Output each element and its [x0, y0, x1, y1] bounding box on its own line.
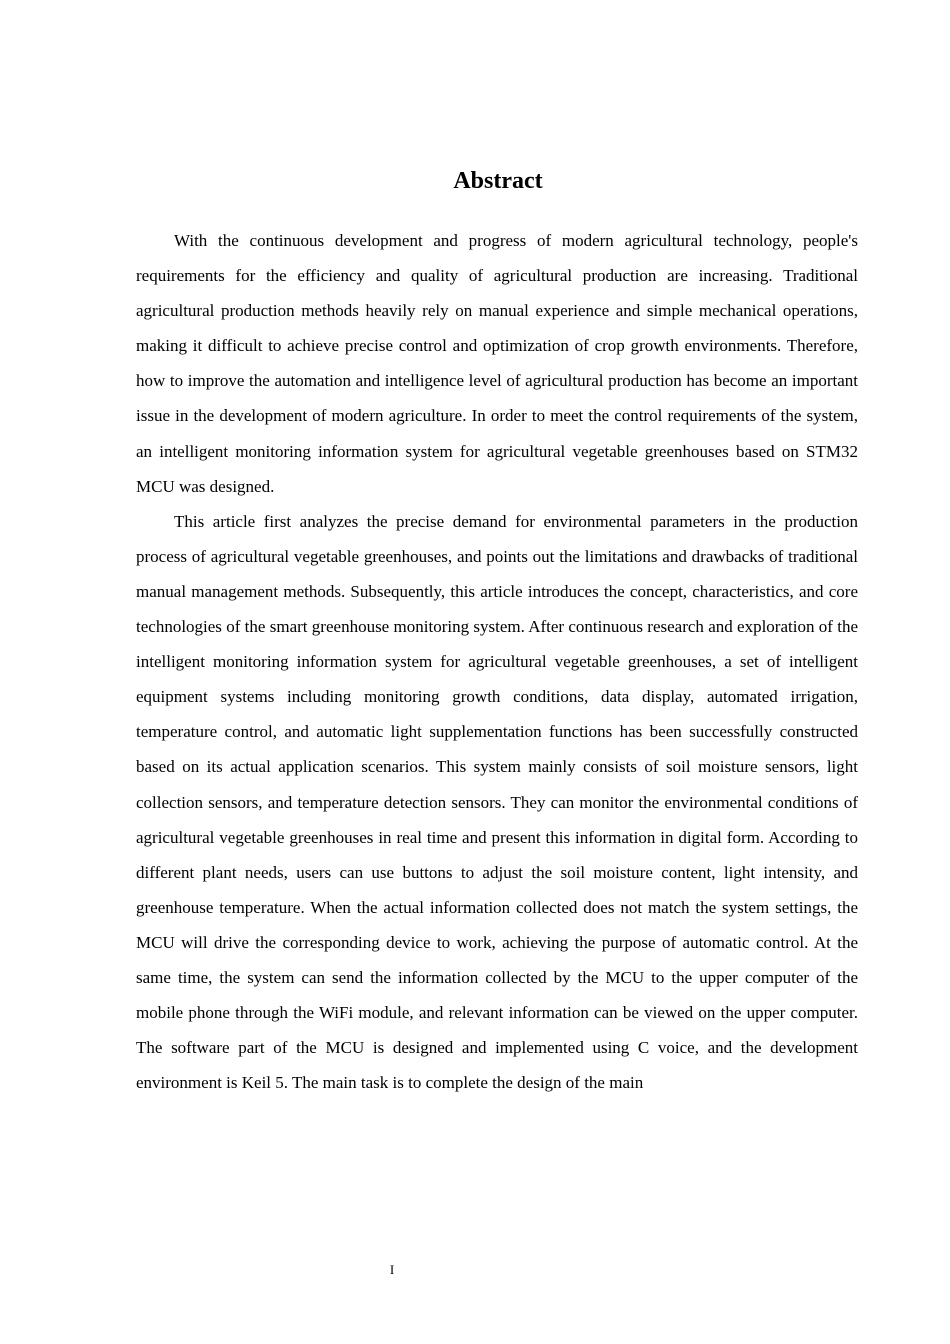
abstract-paragraph-2: This article first analyzes the precise demand for environmental parameters in the production process of agricultural vegetable greenhouses, and points out the limitations and drawbacks of traditional manual management methods. Subsequently, this article introduces the concept, characteristics, and core technologies of the smart greenhouse monitoring system. After continuous research and exploration of the intelligent monitoring information system for agricultural vegetable greenhouses, a set of intelligent equipment systems including monitoring growth conditions, data display, automated irrigation, temperature control, and automatic light supplementation functions has been successfully constructed based on its actual application scenarios. This system mainly consists of soil moisture sensors, light collection sensors, and temperature detection sensors. They can monitor the environmental conditions of agricultural vegetable greenhouses in real time and present this information in digital form. According to different plant needs, users can use buttons to adjust the soil moisture content, light intensity, and greenhouse temperature. When the actual information collected does not match the system settings, the MCU will drive the corresponding device to work, achieving the purpose of automatic control. At the same time, the system can send the information collected by the MCU to the upper computer of the mobile phone through the WiFi module, and relevant information can be viewed on the upper computer. The software part of the MCU is designed and implemented using C voice, and the development environment is Keil 5. The main task is to complete the design of the main — [136, 511, 858, 1093]
abstract-body — [136, 223, 858, 1100]
page-title: Abstract — [453, 168, 543, 194]
abstract-paragraph-1: With the continuous development and progress of modern agricultural technology, people's requirements for the efficiency and quality of agricultural production are increasing. Traditional agricultural production methods heavily rely on manual experience and simple mechanical operations, making it difficult to achieve precise control and optimization of crop growth environments. Therefore, how to improve the automation and intelligence level of agricultural production has become an important issue in the development of modern agriculture. In order to meet the control requirements of the system, an intelligent monitoring information system for agricultural vegetable greenhouses based on STM32 MCU was designed. — [136, 231, 858, 496]
page-number: I — [389, 1262, 395, 1277]
